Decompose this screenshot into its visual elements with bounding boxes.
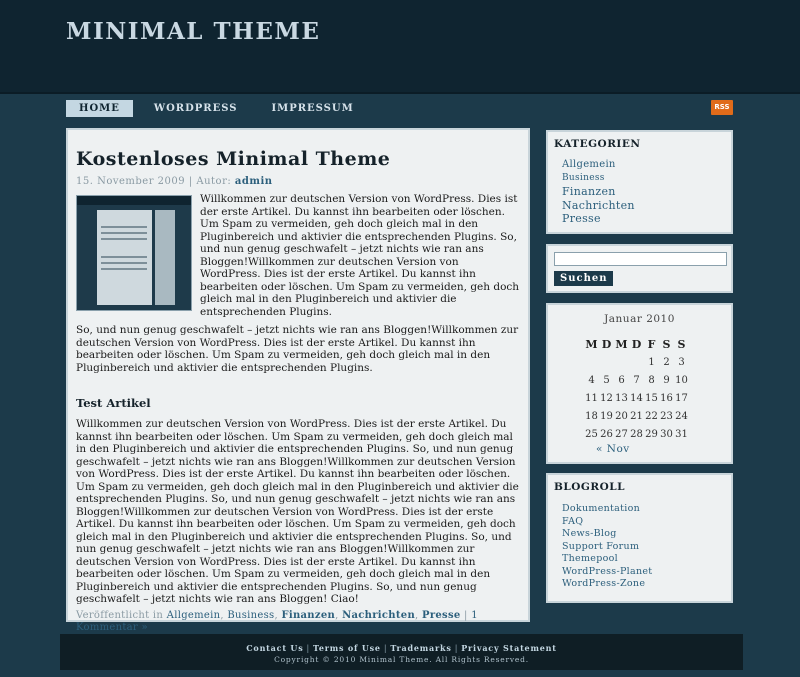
- calendar-day: 22: [645, 410, 658, 422]
- calendar-day: 19: [600, 410, 613, 422]
- site-footer: [60, 634, 743, 670]
- calendar-week-row: [584, 407, 689, 425]
- footer-link-contact[interactable]: Contact Us: [246, 643, 304, 653]
- calendar-day: [614, 353, 629, 371]
- post-subheading: Test Artikel: [76, 396, 151, 410]
- calendar-day: [599, 353, 614, 371]
- calendar-day: 12: [600, 392, 613, 404]
- footer-link-trademarks[interactable]: Trademarks: [390, 643, 452, 653]
- calendar-weekday: S: [677, 337, 686, 351]
- calendar-table: [584, 335, 689, 443]
- blogroll-list: [562, 503, 725, 591]
- calendar-week-row: [584, 389, 689, 407]
- search-input[interactable]: [554, 252, 727, 266]
- calendar-caption: Januar 2010: [604, 313, 675, 325]
- nav-item-impressum[interactable]: IMPRESSUM: [271, 103, 354, 114]
- calendar-week-row: [584, 371, 689, 389]
- calendar-weekday: M: [585, 337, 598, 351]
- calendar-day: 14: [630, 392, 643, 404]
- calendar-day: 5: [603, 374, 610, 386]
- footer-links: Contact Us | Terms of Use | Trademarks | Privacy Statement: [246, 643, 557, 653]
- category-item[interactable]: Presse: [562, 212, 601, 225]
- category-item[interactable]: Allgemein: [562, 159, 616, 170]
- nav-item-wordpress[interactable]: WORDPRESS: [153, 103, 238, 114]
- calendar-day: 24: [675, 410, 688, 422]
- footer-link-privacy[interactable]: Privacy Statement: [461, 643, 557, 653]
- calendar-day: 23: [660, 410, 673, 422]
- calendar-day: 21: [630, 410, 643, 422]
- post-author-prefix: | Autor:: [188, 176, 232, 187]
- post-footer: Veröffentlicht in Allgemein, Business, Finanzen, Nachrichten, Presse | 1 Kommentar »: [76, 609, 478, 633]
- calendar-day: 17: [675, 392, 688, 404]
- calendar-day: 31: [675, 428, 688, 440]
- site-header: [0, 0, 800, 94]
- calendar-week-row: [584, 353, 689, 371]
- calendar-day: 11: [585, 392, 598, 404]
- calendar-weekday: D: [631, 337, 642, 351]
- calendar-day: 1: [648, 356, 655, 368]
- post-category-link[interactable]: Presse: [422, 609, 461, 621]
- blogroll-item[interactable]: WordPress-Zone: [562, 578, 646, 589]
- post-category-link[interactable]: Allgemein: [166, 609, 221, 621]
- post-category-link[interactable]: Finanzen: [281, 609, 336, 621]
- calendar-day: 20: [615, 410, 628, 422]
- calendar-day: 7: [633, 374, 640, 386]
- post-comments-link[interactable]: 1 Kommentar »: [76, 609, 478, 633]
- category-item[interactable]: Finanzen: [562, 185, 616, 198]
- post-meta: [76, 176, 520, 187]
- widget-search: [546, 244, 733, 293]
- calendar-day: 9: [663, 374, 670, 386]
- main-nav: [66, 100, 375, 117]
- calendar-day: 25: [585, 428, 598, 440]
- calendar-weekday: D: [601, 337, 612, 351]
- widget-calendar: [546, 303, 733, 464]
- post-category-link[interactable]: Business: [227, 609, 275, 621]
- post-title[interactable]: Kostenloses Minimal Theme: [76, 148, 391, 170]
- widget-blogroll: [546, 473, 733, 603]
- site-title[interactable]: MINIMAL THEME: [66, 18, 321, 45]
- calendar-day: [629, 353, 644, 371]
- calendar-day: 29: [645, 428, 658, 440]
- nav-item-home[interactable]: HOME: [66, 100, 133, 117]
- category-list: [562, 158, 725, 226]
- calendar-day: 18: [585, 410, 598, 422]
- calendar-day: 3: [678, 356, 685, 368]
- calendar-weekday-row: [584, 335, 689, 353]
- search-button[interactable]: Suchen: [554, 271, 613, 286]
- calendar-day: 27: [615, 428, 628, 440]
- calendar-day: 6: [618, 374, 625, 386]
- calendar-day: 30: [660, 428, 673, 440]
- main-content: [66, 128, 530, 633]
- calendar-day: 13: [615, 392, 628, 404]
- category-item[interactable]: Business: [562, 172, 605, 183]
- calendar-weekday: F: [647, 337, 656, 351]
- post-paragraph: Willkommen zur deutschen Version von WordPress. Dies ist der erste Artikel. Du kannst ihn bearbeiten oder löschen. Um Spam zu vermeiden, geh doch gleich mal in den Pluginbereich und aktivier die entsprechenden Plugins. So, und nun genug geschwafelt – jetzt nichts wie ran ans Bloggen!Willkommen zur deutschen Version von WordPress. Dies ist der erste Artikel. Du kannst ihn bearbeiten oder löschen. Um Spam zu vermeiden, geh doch gleich mal in den Pluginbereich und aktivier die entsprechenden Plugins.: [200, 193, 520, 318]
- calendar-day: 2: [663, 356, 670, 368]
- footer-copyright: Copyright © 2010 Minimal Theme. All Rights Reserved.: [274, 655, 529, 664]
- post-thumbnail-image[interactable]: [76, 195, 192, 311]
- blogroll-item[interactable]: Themepool: [562, 553, 618, 564]
- calendar-day: 16: [660, 392, 673, 404]
- calendar-day: 26: [600, 428, 613, 440]
- calendar-day: 4: [588, 374, 595, 386]
- calendar-day: 15: [645, 392, 658, 404]
- calendar-day: [584, 353, 599, 371]
- calendar-day: 10: [675, 374, 688, 386]
- post-footer-prefix: Veröffentlicht in: [76, 609, 164, 621]
- calendar-weekday: M: [615, 337, 628, 351]
- blogroll-item[interactable]: Support Forum: [562, 540, 640, 552]
- blogroll-item[interactable]: WordPress-Planet: [562, 565, 653, 577]
- calendar-day: 28: [630, 428, 643, 440]
- calendar-weekday: S: [662, 337, 671, 351]
- blogroll-item[interactable]: News-Blog: [562, 528, 617, 539]
- widget-heading: BLOGROLL: [554, 481, 626, 493]
- calendar-day: 8: [648, 374, 655, 386]
- post-date: 15. November 2009: [76, 176, 186, 187]
- calendar-prev-link[interactable]: « Nov: [596, 443, 630, 455]
- post-author-link[interactable]: admin: [234, 176, 273, 187]
- calendar-week-row: [584, 425, 689, 443]
- rss-icon[interactable]: RSS: [711, 100, 733, 115]
- widget-heading: KATEGORIEN: [554, 138, 641, 150]
- category-item[interactable]: Nachrichten: [562, 198, 635, 212]
- post-category-link[interactable]: Nachrichten: [342, 609, 416, 621]
- widget-categories: [546, 130, 733, 234]
- post-paragraph: So, und nun genug geschwafelt – jetzt nichts wie ran ans Bloggen!Willkommen zur deutschen Version von WordPress. Dies ist der erste Artikel. Du kannst ihn bearbeiten oder löschen. Um Spam zu vermeiden, geh doch gleich mal in den Pluginbereich und aktivier die entsprechenden Plugins.: [76, 324, 519, 374]
- blogroll-item[interactable]: FAQ: [562, 515, 584, 527]
- post-paragraph: Willkommen zur deutschen Version von WordPress. Dies ist der erste Artikel. Du kannst ihn bearbeiten oder löschen. Um Spam zu vermeiden, geh doch gleich mal in den Pluginbereich und aktivier die entsprechenden Plugins. So, und nun genug geschwafelt – jetzt nichts wie ran ans Bloggen!Willkommen zur deutschen Version von WordPress. Dies ist der erste Artikel. Du kannst ihn bearbeiten oder löschen. Um Spam zu vermeiden, geh doch gleich mal in den Pluginbereich und aktivier die entsprechenden Plugins. So, und nun genug geschwafelt – jetzt nichts wie ran ans Bloggen!Willkommen zur deutschen Version von WordPress. Dies ist der erste Artikel. Du kannst ihn bearbeiten oder löschen. Um Spam zu vermeiden, geh doch gleich mal in den Pluginbereich und aktivier die entsprechenden Plugins. So, und nun genug geschwafelt – jetzt nichts wie ran ans Bloggen!Willkommen zur deutschen Version von WordPress. Dies ist der erste Artikel. Du kannst ihn bearbeiten oder löschen. Um Spam zu vermeiden, geh doch gleich mal in den Pluginbereich und aktivier die entsprechenden Plugins. So, und nun genug geschwafelt – jetzt nichts wie ran ans Bloggen! Ciao!: [76, 418, 519, 605]
- blogroll-item[interactable]: Dokumentation: [562, 503, 641, 514]
- footer-link-terms[interactable]: Terms of Use: [313, 643, 381, 653]
